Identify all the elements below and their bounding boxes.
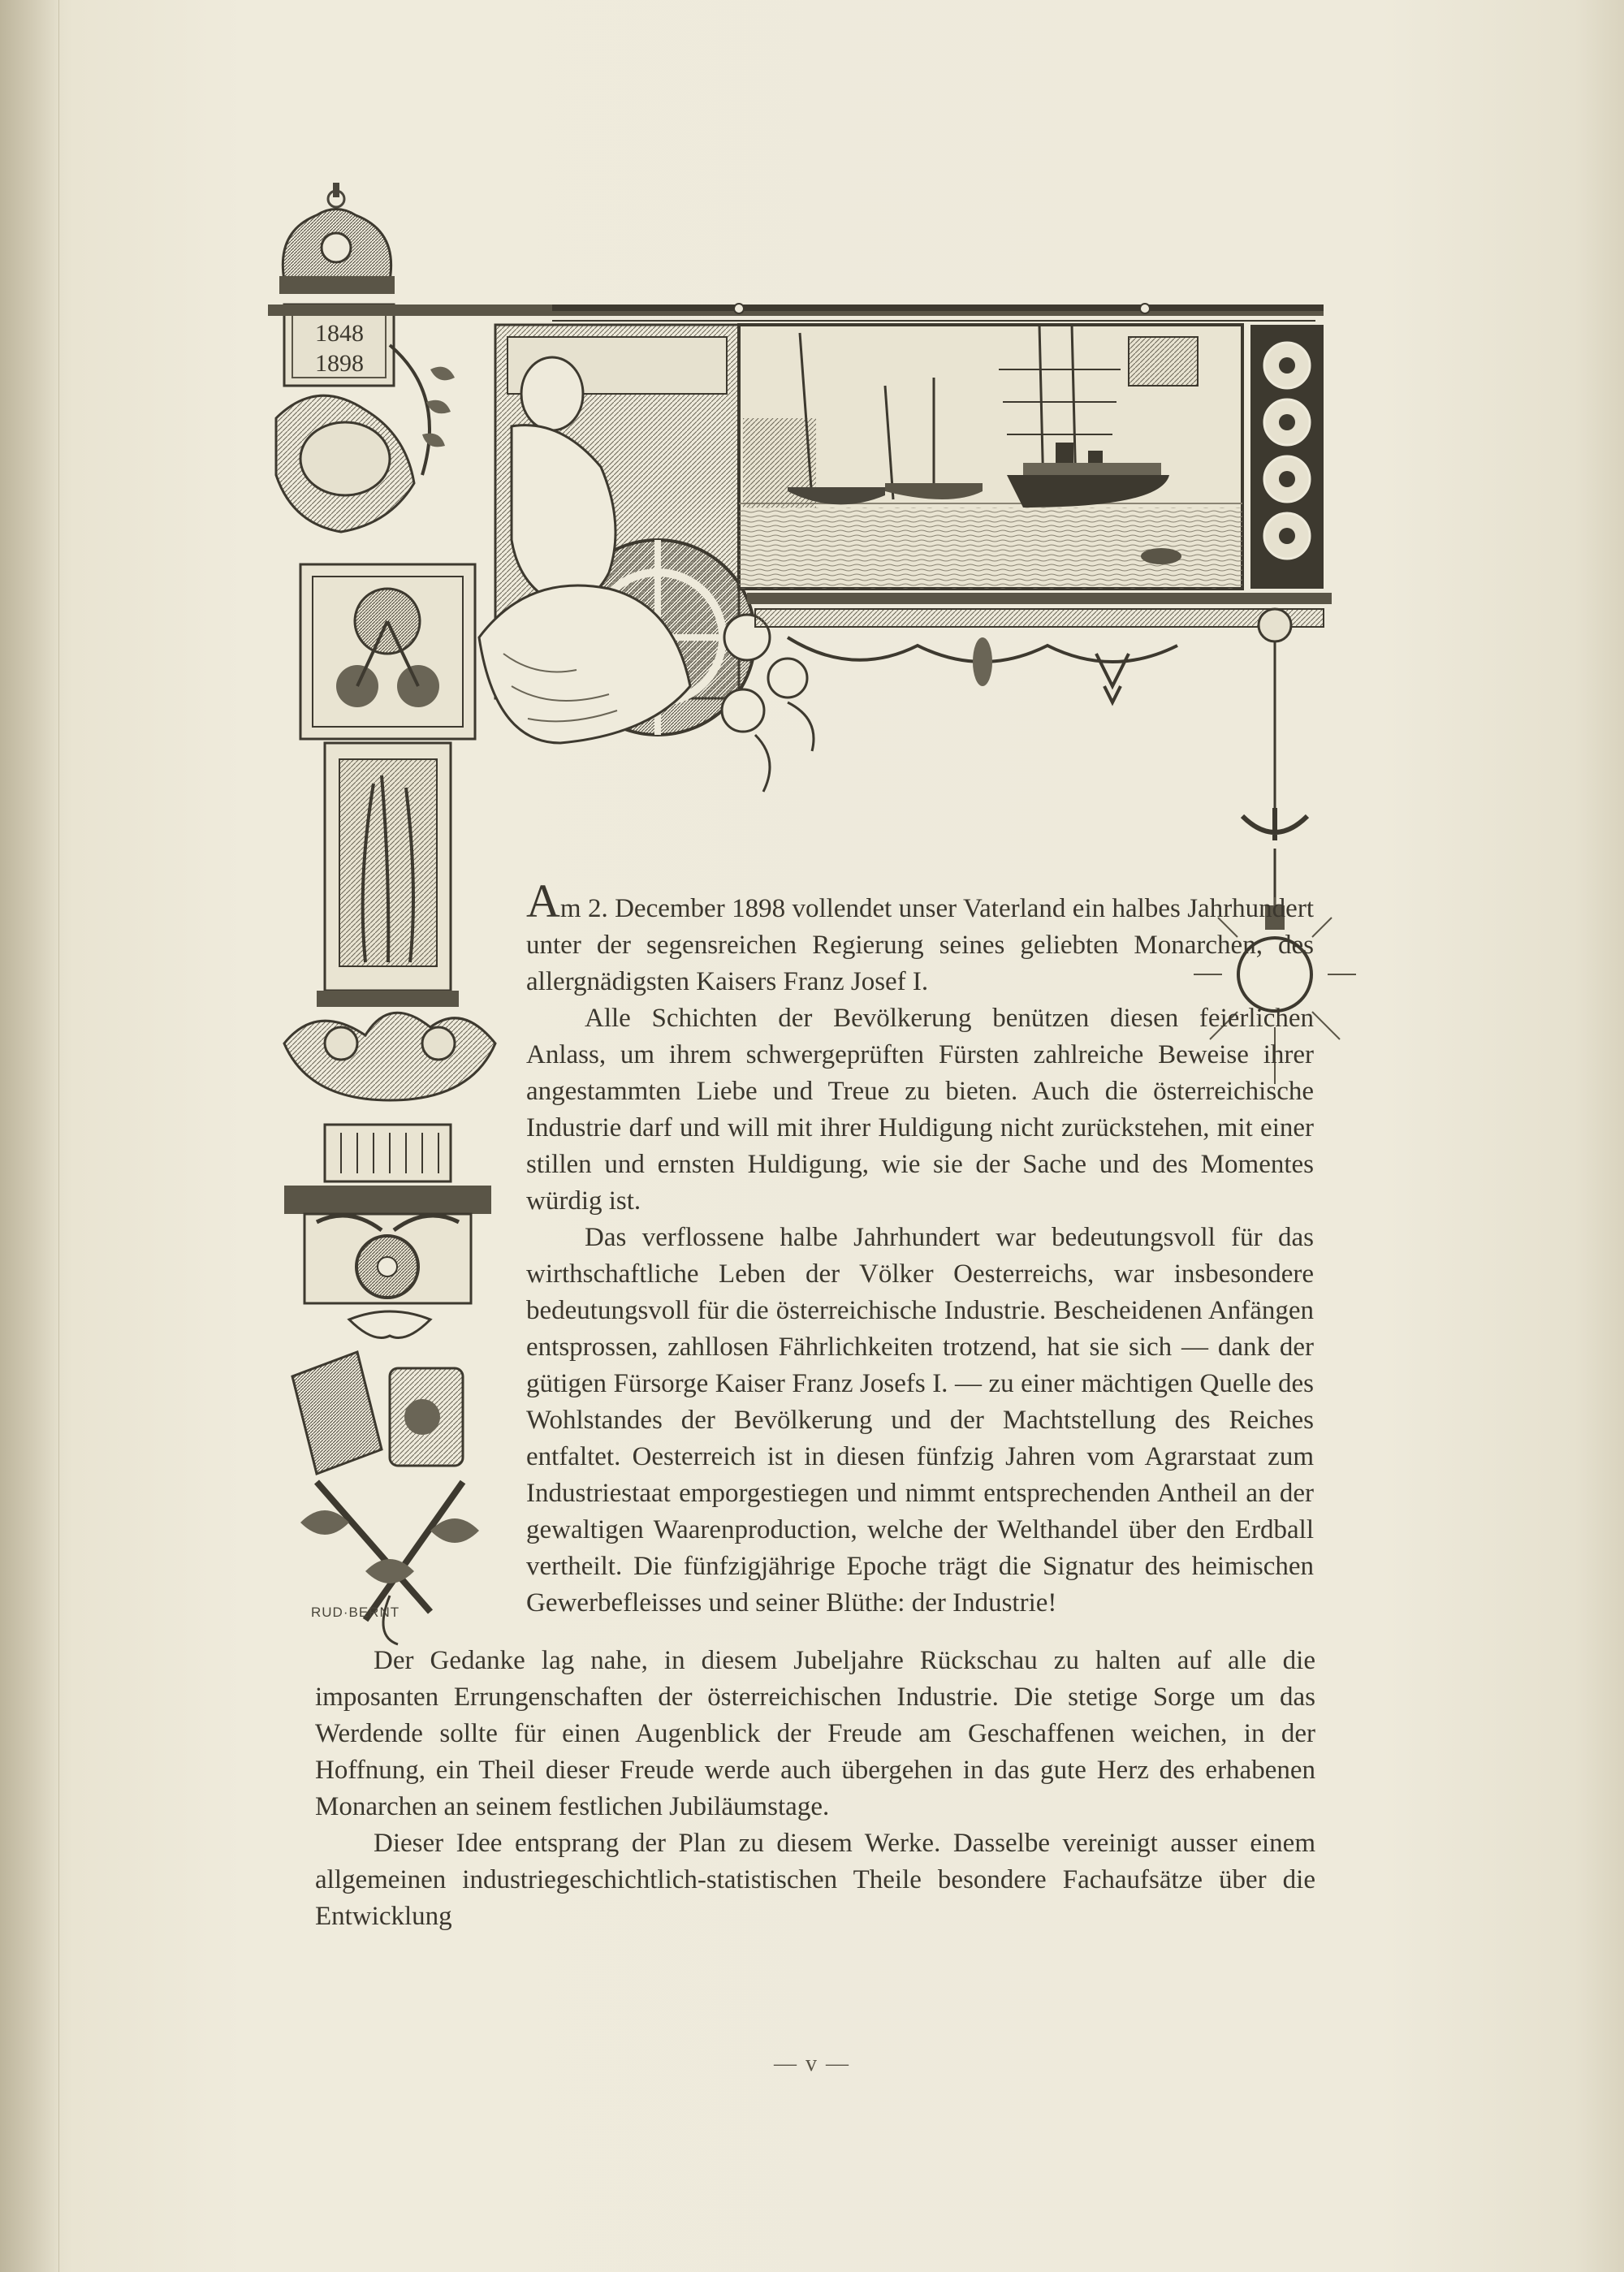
left-pilaster (276, 345, 495, 1644)
paragraph-5: Dieser Idee entsprang der Plan zu diesem Werke. Dasselbe vereinigt ausser einem allgemeinen industriegeschichtlich-statistischen Theile besondere Fachaufsätze über die Entwicklung (315, 1829, 1315, 1931)
right-medallion-column (1250, 325, 1324, 589)
imperial-crown-icon (279, 183, 395, 294)
main-text-column (526, 875, 1314, 1622)
flower-bouquet (722, 615, 814, 792)
year-start-text: 1848 (315, 320, 364, 347)
paragraph-1-text: m 2. December 1898 vollendet unser Vaterland ein halbes Jahrhundert unter der segensreichen Regierung seines geliebten Monarchen, des allergnädigsten Kaisers Franz Josef I. (526, 894, 1314, 996)
page-number: — v — (774, 2051, 850, 2076)
book-gutter (0, 0, 59, 2272)
harbour-scene-vignette (739, 325, 1242, 589)
lower-cornice-garlands (747, 593, 1332, 702)
top-cornice (268, 304, 1324, 321)
drop-cap: A (526, 875, 560, 927)
year-plaque (284, 305, 394, 386)
wide-text-block (315, 1643, 1315, 1935)
paragraph-2: Alle Schichten der Bevölkerung benützen diesen feierlichen Anlass, um ihrem schwergeprüften Fürsten zahlreiche Beweise ihrer angestammten Liebe und Treue zu bieten. Auch die österreichische Industrie darf und will mit ihrer Huldigung nicht zurückstehen, mit einer stillen und ernsten Huldigung, wie sie der Sache und des Momentes würdig ist. (526, 1004, 1314, 1216)
artist-signature: RUD·BERNT (311, 1605, 400, 1620)
year-end-text: 1898 (315, 350, 364, 377)
paragraph-3: Das verflossene halbe Jahrhundert war bedeutungsvoll für das wirthschaftliche Leben der Völker Oesterreichs, war insbesondere bedeutungsvoll für die österreichische Industrie. Bescheidenen Anfängen entsprossen, zahllosen Fährlichkeiten trotzend, hat sie sich — dank der gütigen Fürsorge Kaiser Franz Josefs I. — zu einer mächtigen Quelle des Wohlstandes der Bevölkerung und der Machtstellung des Reiches entfaltet. Oesterreich ist in diesen fünfzig Jahren vom Agrarstaat zum Industriestaat emporgestiegen und nimmt entsprechenden Antheil an der gewaltigen Waarenproduction, welche der Welthandel über den Erdball vertheilt. Die fünfzigjährige Epoche trägt die Signatur des heimischen Gewerbefleisses und seiner Blüthe: der Industrie! (526, 1223, 1314, 1618)
paragraph-1 (526, 875, 1314, 1000)
paragraph-4: Der Gedanke lag nahe, in diesem Jubeljahre Rückschau zu halten auf alle die imposanten Errungenschaften der österreichischen Industrie. Die stetige Sorge um das Werdende sollte für einen Augenblick der Freude am Geschaffenen weichen, in der Hoffnung, ein Theil dieser Freude werde auch übergehen in das gute Herz des erhabenen Monarchen an seinem festlichen Jubiläumstage. (315, 1646, 1315, 1821)
